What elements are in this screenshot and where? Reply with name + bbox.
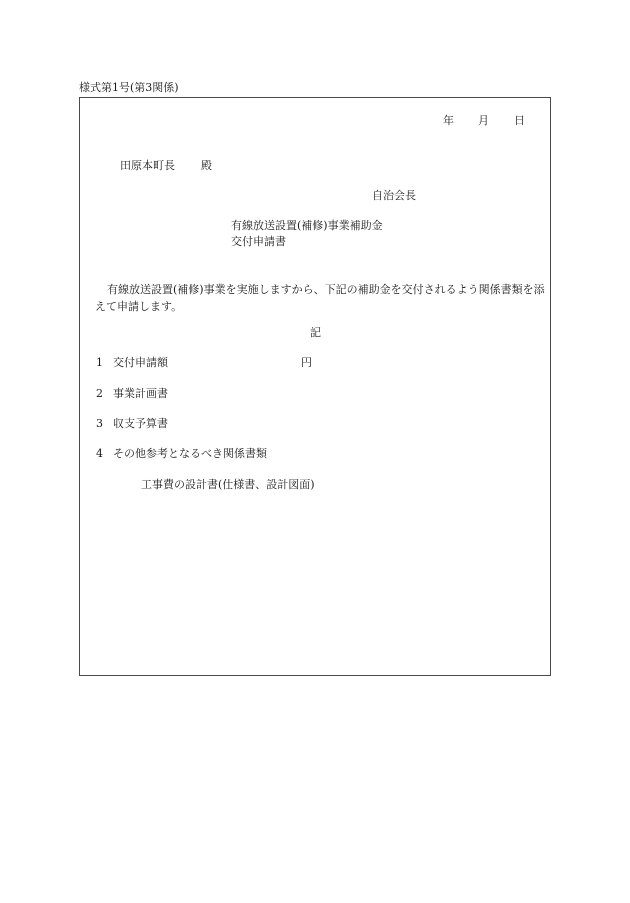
item-business-plan: 事業計画書: [113, 387, 168, 400]
item-number: 2: [96, 387, 103, 400]
date-year-label: 年: [443, 114, 454, 127]
form-label: 様式第1号(第3関係): [79, 81, 179, 94]
applicant-title: 自治会長: [372, 189, 416, 202]
item-number: 4: [96, 447, 103, 460]
sub-item-design-documents: 工事費の設計書(仕様書、設計図面): [141, 478, 315, 491]
item-number: 3: [96, 417, 103, 430]
date-day-label: 日: [514, 114, 525, 127]
document-title-line2: 交付申請書: [231, 235, 286, 248]
application-statement: 有線放送設置(補修)事業を実施しますから、下記の補助金を交付されるよう関係書類を添えて申請します。: [95, 283, 545, 313]
document-title-line1: 有線放送設置(補修)事業補助金: [231, 219, 383, 232]
item-number: 1: [96, 356, 103, 369]
item-amount-label: 交付申請額: [113, 356, 168, 369]
date-month-label: 月: [478, 114, 489, 127]
item-other-documents: その他参考となるべき関係書類: [113, 447, 267, 460]
addressee-honorific: 殿: [201, 159, 212, 172]
item-budget: 収支予算書: [113, 417, 168, 430]
ki-heading: 記: [310, 326, 321, 339]
addressee-name: 田原本町長: [120, 159, 175, 172]
item-amount-unit: 円: [301, 356, 312, 369]
